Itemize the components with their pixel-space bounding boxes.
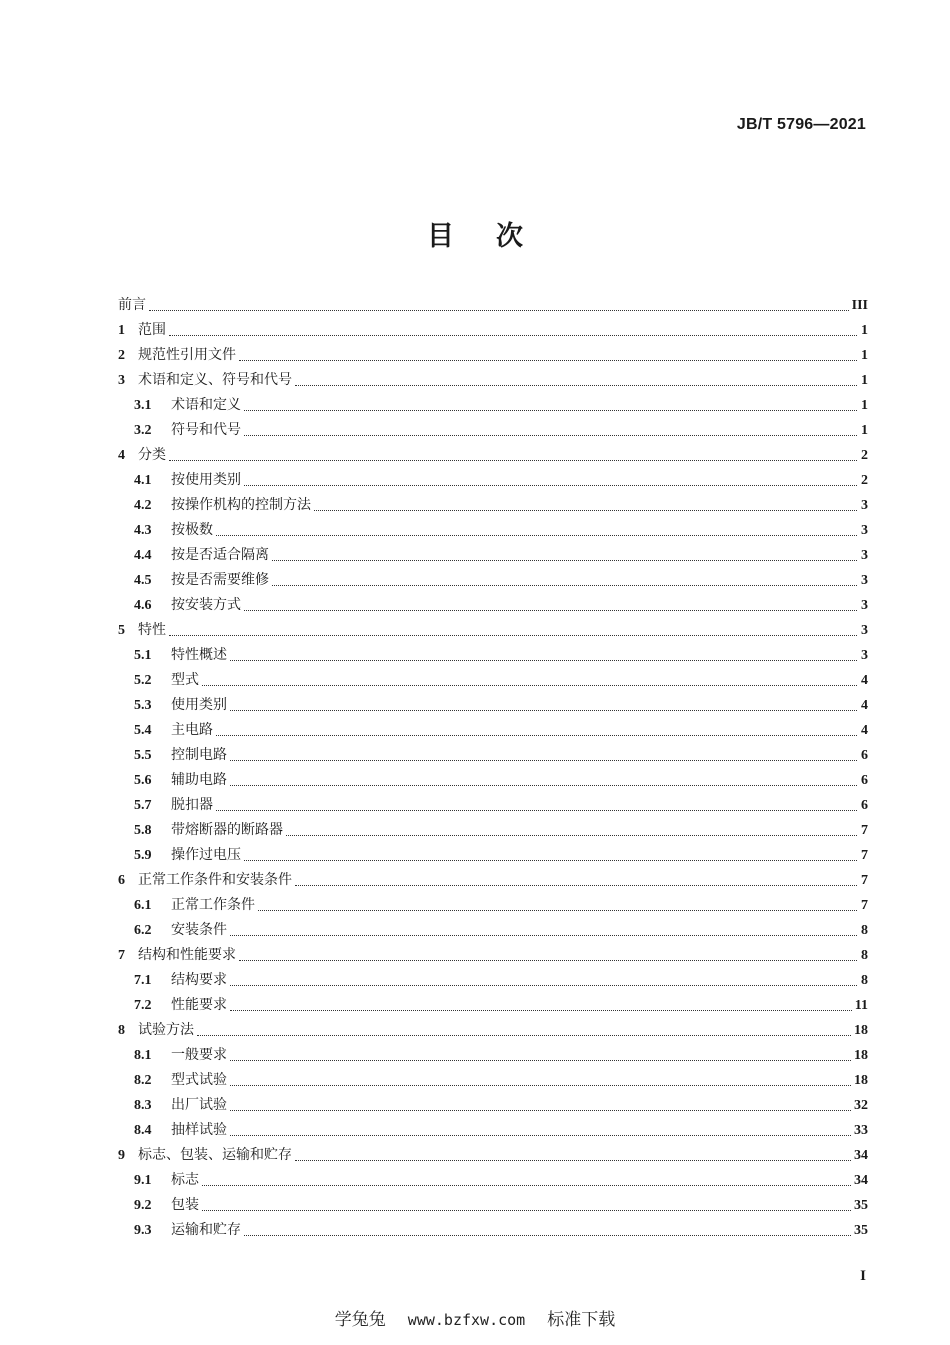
toc-entry-title: 按是否适合隔离 bbox=[171, 547, 269, 563]
toc-entry[interactable] bbox=[118, 343, 868, 368]
table-of-contents bbox=[118, 293, 868, 1243]
toc-dot-leader bbox=[286, 835, 857, 836]
toc-entry[interactable] bbox=[118, 543, 868, 568]
toc-dot-leader bbox=[169, 335, 857, 336]
toc-entry[interactable] bbox=[118, 1118, 868, 1143]
toc-dot-leader bbox=[244, 860, 857, 861]
toc-entry-title: 主电路 bbox=[171, 722, 213, 738]
toc-entry-page: 7 bbox=[861, 898, 868, 913]
toc-entry-title: 运输和贮存 bbox=[171, 1222, 241, 1238]
toc-entry-number: 5.4 bbox=[134, 723, 152, 738]
toc-entry-page: 7 bbox=[861, 823, 868, 838]
toc-entry-number: 1 bbox=[118, 323, 125, 338]
toc-entry-title: 型式 bbox=[171, 672, 199, 688]
toc-entry-page: 35 bbox=[854, 1198, 868, 1213]
toc-entry-title: 试验方法 bbox=[138, 1022, 194, 1038]
toc-entry-title: 性能要求 bbox=[171, 997, 227, 1013]
toc-entry-number: 3.1 bbox=[134, 398, 152, 413]
toc-entry-title: 安装条件 bbox=[171, 922, 227, 938]
toc-entry-page: 8 bbox=[861, 948, 868, 963]
toc-dot-leader bbox=[230, 985, 857, 986]
toc-entry-page: 35 bbox=[854, 1223, 868, 1238]
toc-entry-number: 5.8 bbox=[134, 823, 152, 838]
toc-entry-number: 5.5 bbox=[134, 748, 152, 763]
toc-entry-page: 4 bbox=[861, 698, 868, 713]
toc-dot-leader bbox=[216, 535, 857, 536]
toc-entry-number: 5.7 bbox=[134, 798, 152, 813]
toc-entry[interactable] bbox=[118, 618, 868, 643]
toc-entry[interactable] bbox=[118, 418, 868, 443]
toc-entry-number: 5.3 bbox=[134, 698, 152, 713]
toc-entry[interactable] bbox=[118, 293, 868, 318]
toc-dot-leader bbox=[258, 910, 857, 911]
toc-entry[interactable] bbox=[118, 818, 868, 843]
toc-entry[interactable] bbox=[118, 1068, 868, 1093]
toc-entry-page: 1 bbox=[861, 423, 868, 438]
toc-entry-number: 4.3 bbox=[134, 523, 152, 538]
toc-entry[interactable] bbox=[118, 643, 868, 668]
toc-dot-leader bbox=[230, 710, 857, 711]
watermark-url: www.bzfxw.com bbox=[407, 1311, 526, 1329]
toc-entry-number: 9.3 bbox=[134, 1223, 152, 1238]
toc-entry-number: 5.2 bbox=[134, 673, 152, 688]
toc-entry-page: 7 bbox=[861, 873, 868, 888]
toc-entry-number: 5.6 bbox=[134, 773, 152, 788]
toc-entry-title: 型式试验 bbox=[171, 1072, 227, 1088]
toc-entry-page: 18 bbox=[854, 1048, 868, 1063]
toc-entry-number: 3 bbox=[118, 373, 125, 388]
toc-entry-title: 包装 bbox=[171, 1197, 199, 1213]
toc-dot-leader bbox=[295, 385, 857, 386]
toc-dot-leader bbox=[239, 360, 857, 361]
toc-entry-page: 3 bbox=[861, 648, 868, 663]
toc-dot-leader bbox=[244, 1235, 851, 1236]
toc-entry-number: 7.1 bbox=[134, 973, 152, 988]
toc-entry-title: 带熔断器的断路器 bbox=[171, 822, 283, 838]
toc-entry-number: 4.1 bbox=[134, 473, 152, 488]
toc-entry-number: 8.4 bbox=[134, 1123, 152, 1138]
toc-entry[interactable] bbox=[118, 518, 868, 543]
toc-entry[interactable] bbox=[118, 668, 868, 693]
watermark bbox=[0, 1305, 950, 1330]
toc-entry-title: 结构和性能要求 bbox=[138, 947, 236, 963]
toc-entry-title: 正常工作条件 bbox=[171, 897, 255, 913]
toc-entry-number: 6.1 bbox=[134, 898, 152, 913]
toc-entry[interactable] bbox=[118, 743, 868, 768]
toc-entry[interactable] bbox=[118, 943, 868, 968]
document-code: JB/T 5796—2021 bbox=[736, 116, 866, 133]
toc-dot-leader bbox=[230, 660, 857, 661]
watermark-tagline: 标准下载 bbox=[547, 1310, 616, 1330]
toc-entry-title: 抽样试验 bbox=[171, 1122, 227, 1138]
toc-entry-title: 术语和定义 bbox=[171, 397, 241, 413]
toc-entry-page: 7 bbox=[861, 848, 868, 863]
toc-entry[interactable] bbox=[118, 1143, 868, 1168]
toc-dot-leader bbox=[230, 1135, 851, 1136]
toc-entry[interactable] bbox=[118, 1218, 868, 1243]
toc-entry-number: 5.1 bbox=[134, 648, 152, 663]
toc-entry[interactable] bbox=[118, 1193, 868, 1218]
toc-entry-number: 5.9 bbox=[134, 848, 152, 863]
toc-entry[interactable] bbox=[118, 993, 868, 1018]
toc-entry-number: 8.1 bbox=[134, 1048, 152, 1063]
toc-dot-leader bbox=[239, 960, 857, 961]
toc-dot-leader bbox=[202, 685, 857, 686]
toc-dot-leader bbox=[244, 610, 857, 611]
toc-dot-leader bbox=[295, 1160, 851, 1161]
toc-dot-leader bbox=[230, 785, 857, 786]
toc-entry-page: 4 bbox=[861, 723, 868, 738]
toc-entry[interactable] bbox=[118, 718, 868, 743]
toc-entry-title: 按操作机构的控制方法 bbox=[171, 497, 311, 513]
toc-entry-page: 32 bbox=[854, 1098, 868, 1113]
toc-entry-page: 1 bbox=[861, 373, 868, 388]
toc-entry-number: 4.5 bbox=[134, 573, 152, 588]
toc-dot-leader bbox=[216, 810, 857, 811]
toc-entry-page: 3 bbox=[861, 598, 868, 613]
toc-entry-title: 使用类别 bbox=[171, 697, 227, 713]
toc-entry-title: 出厂试验 bbox=[171, 1097, 227, 1113]
toc-dot-leader bbox=[197, 1035, 851, 1036]
toc-entry-page: 11 bbox=[854, 998, 868, 1013]
toc-dot-leader bbox=[230, 1010, 852, 1011]
toc-entry-page: 1 bbox=[861, 398, 868, 413]
toc-entry-page: 33 bbox=[854, 1123, 868, 1138]
toc-entry-page: 8 bbox=[861, 973, 868, 988]
toc-entry-page: 18 bbox=[854, 1073, 868, 1088]
toc-entry-title: 分类 bbox=[138, 447, 166, 463]
toc-entry[interactable] bbox=[118, 968, 868, 993]
toc-entry-title: 脱扣器 bbox=[171, 797, 213, 813]
toc-dot-leader bbox=[244, 410, 857, 411]
toc-entry-number: 4.2 bbox=[134, 498, 152, 513]
toc-entry-page: 3 bbox=[861, 523, 868, 538]
toc-entry-number: 5 bbox=[118, 623, 125, 638]
toc-dot-leader bbox=[244, 435, 857, 436]
toc-entry[interactable] bbox=[118, 693, 868, 718]
toc-entry-number: 9 bbox=[118, 1148, 125, 1163]
toc-entry-title: 按是否需要维修 bbox=[171, 572, 269, 588]
toc-entry[interactable] bbox=[118, 468, 868, 493]
toc-entry-title: 控制电路 bbox=[171, 747, 227, 763]
toc-dot-leader bbox=[244, 485, 857, 486]
toc-entry-number: 6.2 bbox=[134, 923, 152, 938]
toc-entry[interactable] bbox=[118, 1093, 868, 1118]
toc-entry-title: 符号和代号 bbox=[171, 422, 241, 438]
toc-entry-page: 1 bbox=[861, 348, 868, 363]
toc-entry-title: 按极数 bbox=[171, 522, 213, 538]
toc-entry-page: III bbox=[851, 298, 868, 313]
toc-entry-title: 按安装方式 bbox=[171, 597, 241, 613]
toc-entry-title: 标志、包装、运输和贮存 bbox=[138, 1147, 292, 1163]
toc-dot-leader bbox=[230, 935, 857, 936]
toc-entry[interactable] bbox=[118, 443, 868, 468]
toc-entry-page: 6 bbox=[861, 798, 868, 813]
toc-entry[interactable] bbox=[118, 393, 868, 418]
toc-entry-page: 2 bbox=[861, 473, 868, 488]
toc-dot-leader bbox=[295, 885, 857, 886]
toc-entry-title: 一般要求 bbox=[171, 1047, 227, 1063]
toc-entry-title: 规范性引用文件 bbox=[138, 347, 236, 363]
toc-entry-number: 8.2 bbox=[134, 1073, 152, 1088]
toc-entry-page: 34 bbox=[854, 1148, 868, 1163]
toc-entry-page: 3 bbox=[861, 548, 868, 563]
toc-entry-number: 9.2 bbox=[134, 1198, 152, 1213]
toc-entry[interactable] bbox=[118, 893, 868, 918]
toc-entry-number: 3.2 bbox=[134, 423, 152, 438]
toc-entry-title: 操作过电压 bbox=[171, 847, 241, 863]
toc-entry-title: 标志 bbox=[171, 1172, 199, 1188]
toc-entry-number: 8 bbox=[118, 1023, 125, 1038]
toc-dot-leader bbox=[202, 1210, 851, 1211]
toc-entry-title: 特性 bbox=[138, 622, 166, 638]
toc-entry[interactable] bbox=[118, 843, 868, 868]
toc-dot-leader bbox=[314, 510, 857, 511]
toc-entry-number: 4 bbox=[118, 448, 125, 463]
toc-entry-page: 3 bbox=[861, 498, 868, 513]
toc-entry-page: 6 bbox=[861, 748, 868, 763]
toc-dot-leader bbox=[149, 310, 849, 311]
toc-dot-leader bbox=[230, 1110, 851, 1111]
toc-entry-number: 4.6 bbox=[134, 598, 152, 613]
toc-entry[interactable] bbox=[118, 1168, 868, 1193]
toc-entry-title: 术语和定义、符号和代号 bbox=[138, 372, 292, 388]
toc-entry-number: 2 bbox=[118, 348, 125, 363]
watermark-site-name: 学兔兔 bbox=[334, 1310, 386, 1330]
toc-entry[interactable] bbox=[118, 318, 868, 343]
toc-entry[interactable] bbox=[118, 368, 868, 393]
toc-entry-page: 6 bbox=[861, 773, 868, 788]
toc-dot-leader bbox=[230, 1060, 851, 1061]
toc-entry-number: 4.4 bbox=[134, 548, 152, 563]
toc-entry-number: 7 bbox=[118, 948, 125, 963]
toc-entry[interactable] bbox=[118, 1043, 868, 1068]
page-number: I bbox=[860, 1268, 866, 1284]
toc-entry-title: 特性概述 bbox=[171, 647, 227, 663]
toc-entry-title: 按使用类别 bbox=[171, 472, 241, 488]
toc-entry-title: 范围 bbox=[138, 322, 166, 338]
toc-dot-leader bbox=[272, 560, 857, 561]
toc-entry[interactable] bbox=[118, 868, 868, 893]
toc-entry-number: 8.3 bbox=[134, 1098, 152, 1113]
toc-entry-page: 1 bbox=[861, 323, 868, 338]
toc-entry-page: 18 bbox=[854, 1023, 868, 1038]
toc-entry-title: 辅助电路 bbox=[171, 772, 227, 788]
toc-entry-number: 7.2 bbox=[134, 998, 152, 1013]
toc-entry[interactable] bbox=[118, 568, 868, 593]
toc-dot-leader bbox=[272, 585, 857, 586]
toc-entry[interactable] bbox=[118, 918, 868, 943]
toc-entry-title: 前言 bbox=[118, 297, 146, 313]
toc-title: 目次 bbox=[427, 221, 565, 252]
toc-entry-page: 4 bbox=[861, 673, 868, 688]
toc-entry-number: 6 bbox=[118, 873, 125, 888]
toc-dot-leader bbox=[230, 1085, 851, 1086]
toc-dot-leader bbox=[216, 735, 857, 736]
toc-entry-page: 34 bbox=[854, 1173, 868, 1188]
toc-entry-page: 8 bbox=[861, 923, 868, 938]
toc-dot-leader bbox=[169, 635, 857, 636]
toc-entry[interactable] bbox=[118, 593, 868, 618]
toc-dot-leader bbox=[202, 1185, 851, 1186]
toc-entry[interactable] bbox=[118, 793, 868, 818]
toc-entry[interactable] bbox=[118, 493, 868, 518]
toc-entry[interactable] bbox=[118, 768, 868, 793]
toc-entry-page: 2 bbox=[861, 448, 868, 463]
toc-entry-page: 3 bbox=[861, 623, 868, 638]
toc-entry-title: 正常工作条件和安装条件 bbox=[138, 872, 292, 888]
toc-dot-leader bbox=[169, 460, 857, 461]
toc-entry-page: 3 bbox=[861, 573, 868, 588]
toc-entry-title: 结构要求 bbox=[171, 972, 227, 988]
toc-entry-number: 9.1 bbox=[134, 1173, 152, 1188]
toc-entry[interactable] bbox=[118, 1018, 868, 1043]
toc-dot-leader bbox=[230, 760, 857, 761]
